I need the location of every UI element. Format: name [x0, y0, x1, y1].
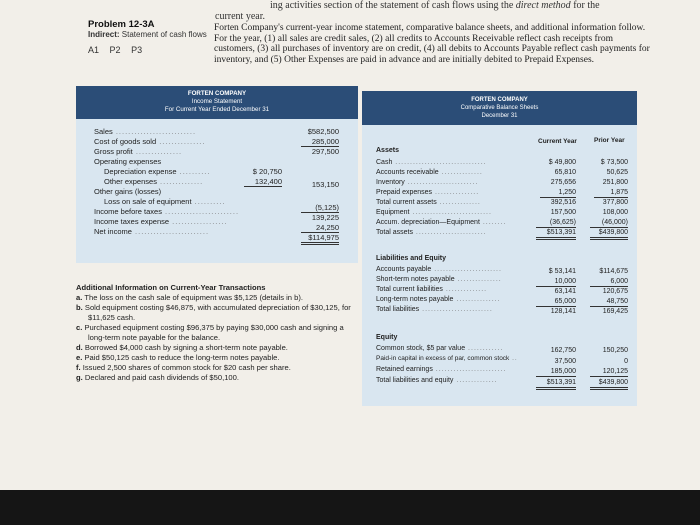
bs-row-ltnp: Long-term notes payable ............... [376, 296, 501, 303]
is-val-sales: $582,500 [307, 127, 339, 136]
bs-col-prior: Prior Year [594, 137, 625, 144]
bs-row-prepaid: Prepaid expenses ............... [376, 189, 480, 196]
tag-a1: A1 [88, 45, 100, 55]
balance-sheet-header [362, 91, 637, 125]
is-val-gross: 297,500 [311, 147, 339, 156]
is-val-loss: (5,125) [301, 203, 339, 213]
bs-cur-prepaid: 1,250 [540, 188, 576, 198]
bs-row-inv: Inventory ........................ [376, 179, 479, 186]
problem-paragraph: Forten Company's current-year income statement, comparative balance sheets, and additional information follow. For the year, (1) all sales are credit sales, (2) all credits to Accounts Receivable reflect cash receipts from customers, (3) all purchases of inventory are on credit, (4) all debits to Accounts Payable reflect cash payments for inventory, and (5) Other Expenses are paid in advance and are initially debited to Prepaid Expenses. [214, 23, 650, 65]
is-row-cogs: Cost of goods sold ............... [94, 137, 206, 146]
bs-prior-cash: $ 73,500 [600, 159, 628, 166]
income-statement-panel [76, 86, 358, 263]
bs-row-ta: Total assets ........................ [376, 229, 487, 236]
is-val-other-exp: 132,400 [244, 177, 282, 187]
bs-date: December 31 [481, 113, 518, 119]
problem-label [88, 20, 208, 55]
is-company: FORTEN COMPANY [187, 90, 247, 97]
bs-row-tl: Total liabilities ........................ [376, 306, 493, 313]
bs-row-accum: Accum. depreciation—Equipment ........ [376, 219, 507, 226]
is-period: For Current Year Ended December 31 [164, 106, 270, 113]
bs-cur-stnp: 10,000 [536, 277, 576, 287]
bs-row-ar: Accounts receivable .............. [376, 169, 483, 176]
bs-equity-heading: Equity [376, 334, 398, 341]
is-val-total-opex: 153,150 [311, 180, 339, 189]
is-row-other-exp: Other expenses .............. [104, 177, 204, 186]
bs-cur-re: 185,000 [536, 367, 576, 377]
bs-cur-tcl: 63,141 [554, 288, 576, 295]
is-val-net: $114,975 [301, 233, 339, 245]
top-line-2: current year. [215, 11, 265, 22]
bs-prior-ta: $439,800 [590, 228, 628, 240]
bs-row-apic: Paid-in capital in excess of par, common stock .. [376, 355, 518, 362]
is-title: Income Statement [191, 98, 243, 105]
info-item-c: c. Purchased equipment costing $96,375 by paying $30,000 cash and signing a long-term note payable for the balance. [76, 323, 344, 342]
bs-prior-accum: (46,000) [590, 218, 628, 228]
is-row-loss: Loss on sale of equipment .......... [104, 197, 226, 206]
is-row-depr: Depreciation expense .......... [104, 167, 211, 176]
bs-cur-apic: 37,500 [554, 358, 576, 365]
dark-bottom-edge [0, 490, 700, 525]
is-row-net: Net income ........................ [94, 227, 210, 236]
bs-liab-heading: Liabilities and Equity [376, 255, 447, 262]
is-val-cogs: 285,000 [301, 137, 339, 147]
top-line-b: for the [573, 0, 600, 11]
balance-sheet-panel [362, 91, 637, 406]
bs-cur-ta: $513,391 [536, 228, 576, 240]
bs-cur-accum: (36,625) [536, 218, 576, 228]
bs-cur-equip: 157,500 [550, 209, 576, 216]
is-row-tax: Income taxes expense .................. [94, 217, 228, 226]
info-item-f: f. Issued 2,500 shares of common stock for $20 cash per share. [76, 363, 291, 372]
bs-prior-equip: 108,000 [602, 209, 628, 216]
bs-company: FORTEN COMPANY [471, 97, 528, 103]
info-item-e: e. Paid $50,125 cash to reduce the long-term notes payable. [76, 353, 280, 362]
bs-prior-tcl: 120,675 [602, 288, 628, 295]
income-statement-header [76, 86, 358, 119]
bs-row-tle: Total liabilities and equity .............. [376, 377, 498, 384]
bs-cur-tl: 128,141 [550, 308, 576, 315]
bs-title: Comparative Balance Sheets [460, 105, 539, 111]
is-row-sales: Sales .......................... [94, 127, 197, 136]
is-row-ibt: Income before taxes ........................ [94, 207, 240, 216]
problem-sub-text: Statement of cash flows [121, 30, 207, 39]
bs-cur-tca: 392,516 [550, 199, 576, 206]
bs-row-re: Retained earnings ........................ [376, 366, 507, 373]
bs-row-equip: Equipment ........................... [376, 209, 492, 216]
bs-prior-ltnp: 48,750 [590, 297, 628, 307]
is-val-ibt: 139,225 [311, 213, 339, 222]
bs-prior-stnp: 6,000 [590, 277, 628, 287]
info-item-d: d. Borrowed $4,000 cash by signing a short-term note payable. [76, 343, 288, 352]
is-row-gross: Gross profit ............... [94, 147, 183, 156]
bs-row-stnp: Short-term notes payable ............... [376, 276, 502, 283]
bs-cur-ap: $ 53,141 [548, 268, 576, 275]
bs-cur-ltnp: 65,000 [536, 297, 576, 307]
bs-prior-apic: 0 [624, 358, 628, 365]
bs-prior-cs: 150,250 [602, 347, 628, 354]
is-row-other-gains: Other gains (losses) [94, 187, 162, 196]
bs-prior-ap: $114,675 [599, 268, 628, 275]
bs-prior-ar: 50,625 [606, 169, 628, 176]
info-item-b: b. Sold equipment costing $46,875, with accumulated depreciation of $30,125, for $11,625 cash. [76, 303, 351, 322]
bs-row-cash: Cash ............................... [376, 159, 487, 166]
tag-p3: P3 [131, 45, 143, 55]
bs-row-tca: Total current assets .............. [376, 199, 481, 206]
info-item-g: g. Declared and paid cash dividends of $50,100. [76, 373, 239, 382]
bs-prior-re: 120,125 [590, 367, 628, 377]
is-val-depr: $ 20,750 [252, 167, 282, 176]
top-line-emphasis: direct method [515, 0, 571, 11]
info-item-a: a. The loss on the cash sale of equipment was $5,125 (details in b). [76, 293, 303, 302]
problem-title: Problem 12-3A [88, 19, 155, 30]
additional-information [76, 283, 361, 383]
top-line-a: ing activities section of the statement of cash flows using the [270, 0, 514, 11]
bs-prior-tl: 169,425 [602, 308, 628, 315]
bs-prior-prepaid: 1,875 [594, 188, 628, 198]
problem-subtitle [88, 30, 208, 40]
bs-cur-ar: 65,810 [554, 169, 576, 176]
is-row-opex: Operating expenses [94, 157, 162, 166]
bs-prior-inv: 251,800 [602, 179, 628, 186]
bs-cur-cs: 162,750 [550, 347, 576, 354]
tag-p2: P2 [109, 45, 121, 55]
top-instruction-line [215, 0, 685, 22]
bs-cur-cash: $ 49,800 [548, 159, 576, 166]
bs-row-tcl: Total current liabilities .............. [376, 286, 488, 293]
bs-cur-tle: $513,391 [536, 378, 576, 390]
bs-prior-tca: 377,800 [602, 199, 628, 206]
learning-objective-tags [88, 45, 208, 55]
bs-assets-heading: Assets [376, 147, 399, 154]
problem-sub-bold: Indirect: [88, 30, 120, 39]
bs-row-cs: Common stock, $5 par value ............ [376, 345, 504, 352]
bs-prior-tle: $439,800 [590, 378, 628, 390]
is-val-tax: 24,250 [301, 223, 339, 233]
bs-row-ap: Accounts payable ....................... [376, 266, 502, 273]
additional-info-title: Additional Information on Current-Year Transactions [76, 283, 266, 292]
bs-cur-inv: 275,656 [550, 179, 576, 186]
bs-col-current: Current Year [538, 138, 577, 145]
